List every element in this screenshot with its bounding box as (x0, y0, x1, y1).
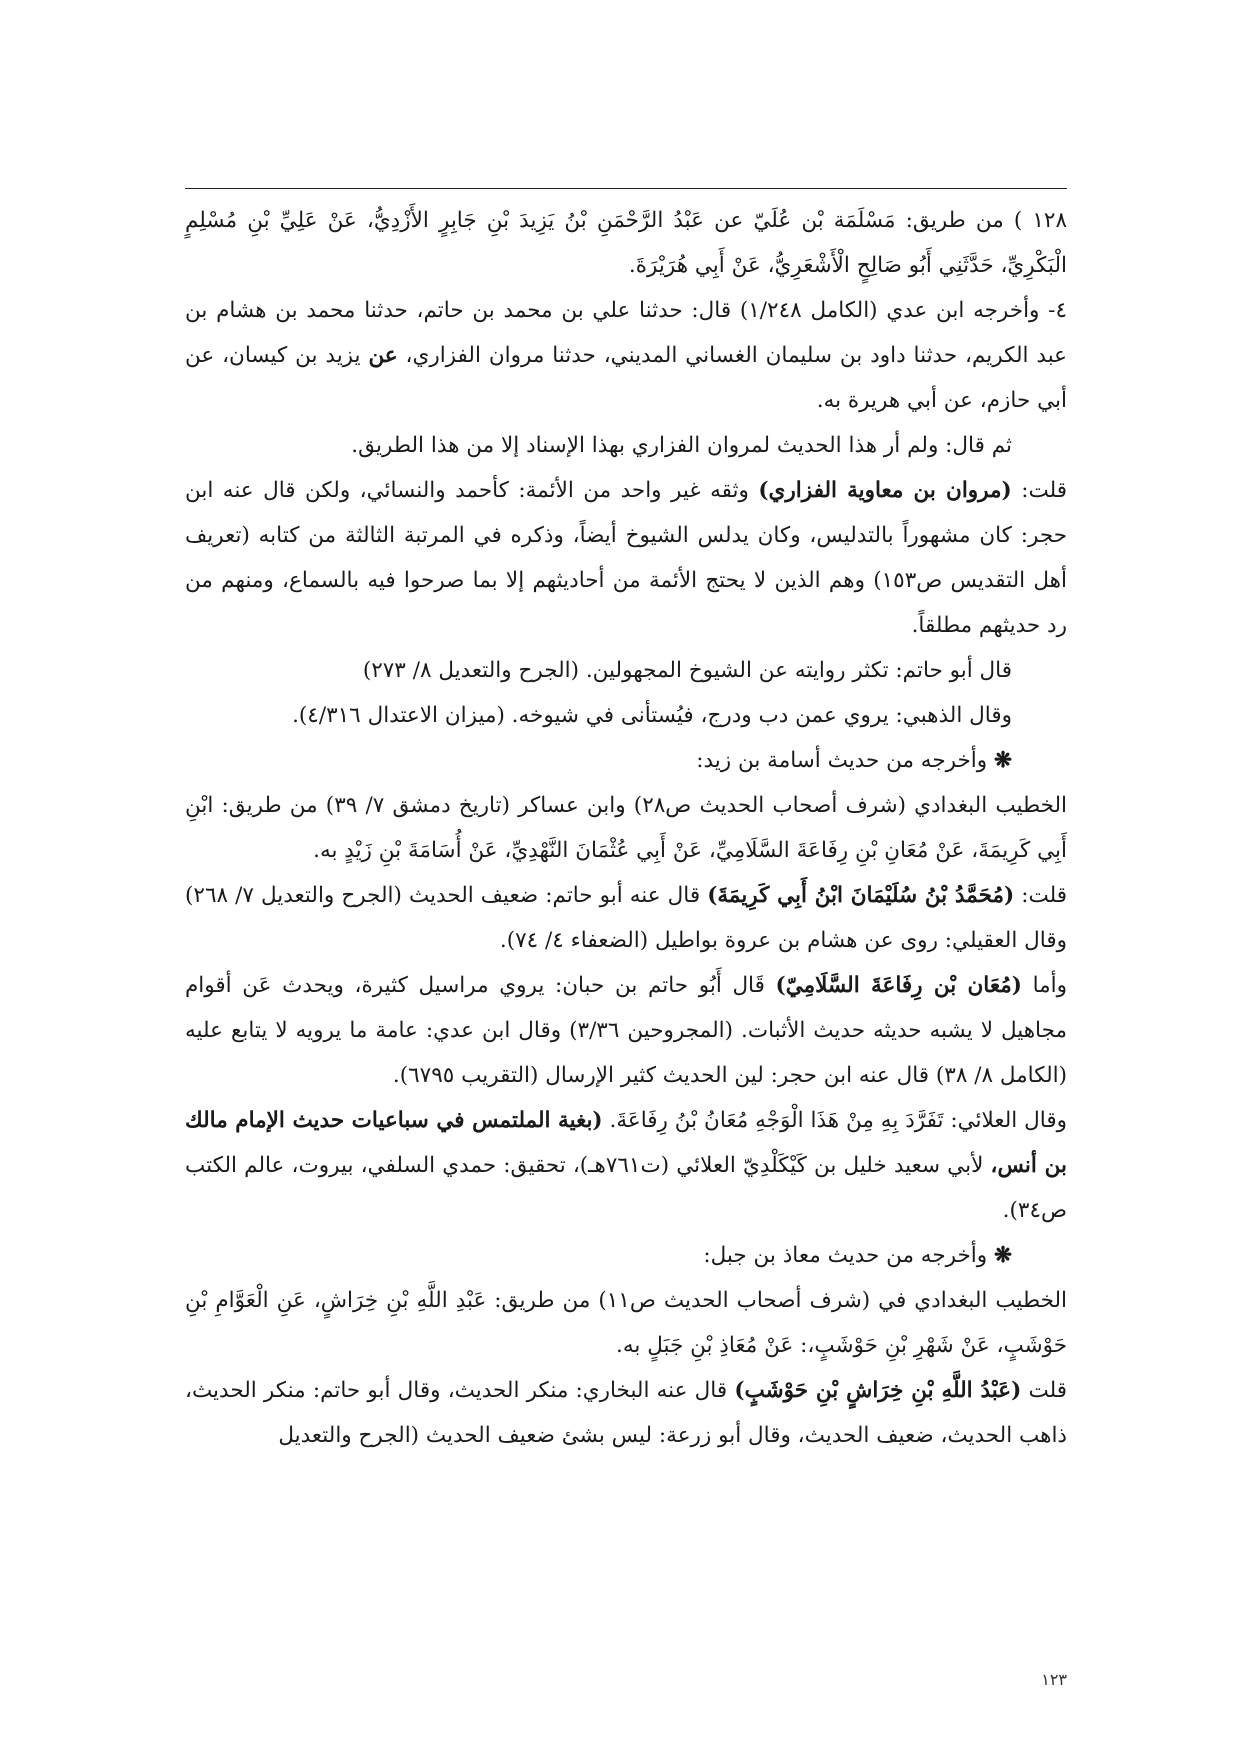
text-line: قلت (1028, 1378, 1067, 1403)
text-line: قال عنه أبو حاتم: ضعيف الحديث (الجرح والتعديل ٧/ ٢٦٨) وقال العقيلي: روى عن هشام بن عروة بواطيل (الضعفاء ٤/ ٧٤). (185, 883, 1067, 953)
star-icon: ❋ (993, 1243, 1012, 1268)
paragraph-muan (185, 963, 1067, 1098)
text-line: وأما (1032, 973, 1067, 998)
text-line: الخطيب البغدادي (شرف أصحاب الحديث ص٢٨) وابن عساكر (تاريخ دمشق ٧/ ٣٩) من طريق: ابْنِ أَبِي كَرِيمَةَ، عَنْ مُعَانِ بْنِ رِفَاعَةَ السَّلَامِيِّ، عَنْ أَبِي عُثْمَانَ النَّهْدِيِّ، عَنْ أُسَامَةَ بْنِ زَيْدٍ به. (185, 793, 1067, 863)
text-line: وأخرجه من حديث أسامة بن زيد: (696, 748, 988, 773)
footnote-body (185, 198, 1067, 1458)
narrator-name: (مروان بن معاوية الفزاري) (758, 478, 1012, 503)
paragraph-khatib-muadh (185, 1278, 1067, 1368)
paragraph-ibn-abi-karima (185, 873, 1067, 963)
footnote-separator (185, 188, 1067, 189)
text-line: قال أبو حاتم: تكثر روايته عن الشيوخ المجهولين. (الجرح والتعديل ٨/ ٢٧٣) (362, 658, 1012, 683)
bold-word: عن (368, 343, 398, 368)
text-line: قال عنه البخاري: منكر الحديث، وقال أبو حاتم: منكر الحديث، ذاهب الحديث، ضعيف الحديث، وقال أبو زرعة: ليس بشئ ضعيف الحديث (الجرح والتعديل (185, 1378, 1067, 1448)
paragraph-muadh-heading (185, 1233, 1067, 1278)
text-line: يزيد بن كيسان، عن أبي حازم، عن أبي هريرة به. (185, 343, 1067, 413)
text-line: ثم قال: ولم أر هذا الحديث لمروان الفزاري بهذا الإسناد إلا من هذا الطريق. (351, 433, 1012, 458)
narrator-name: (مُحَمَّدُ بْنُ سُلَيْمَانَ ابْنُ أَبِي كَرِيمَةَ) (707, 883, 1015, 908)
paragraph-marwan (185, 468, 1067, 648)
text-line: ٤- وأخرجه ابن عدي (الكامل ١/٢٤٨) قال: حدثنا علي بن محمد بن حاتم، حدثنا محمد بن هشام بن عبد الكريم، حدثنا داود بن سليمان الغساني المديني، حدثنا مروان الفزاري، (185, 298, 1068, 368)
text-line: وقال الذهبي: يروي عمن دب ودرج، فيُستأنى في شيوخه. (ميزان الاعتدال ٤/٣١٦). (292, 703, 1012, 728)
book-title: (بغية الملتمس في سباعيات حديث الإمام مالك بن أنس، (185, 1108, 1067, 1178)
text-line: وثقه غير واحد من الأئمة: كأحمد والنسائي، ولكن قال عنه ابن حجر: كان مشهوراً بالتدليس، وكان يدلس الشيوخ أيضاً، وذكره في المرتبة الثالثة من كتابه (تعريف أهل التقديس ص١٥٣) وهم الذين لا يحتج الأئمة من أحاديثهم إلا بما صرحوا فيه بالسماع، ومنهم من رد حديثهم مطلقاً. (185, 478, 1067, 638)
text-line: وقال العلائي: تَفَرَّدَ بِهِ مِنْ هَذَا الْوَجْهِ مُعَانُ بْنُ رِفَاعَةَ. (609, 1108, 1067, 1133)
text-line: قلت: (1021, 883, 1067, 908)
text-line: لأبي سعيد خليل بن كَيْكَلْدِيّ العلائي (ت٧٦١هـ)، تحقيق: حمدي السلفي، بيروت، عالم الكتب ص٣٤). (185, 1153, 1067, 1223)
paragraph-alai (185, 1098, 1067, 1233)
narrator-name: (عَبْدُ اللَّهِ بْنِ خِرَاشٍ بْنِ حَوْشَبٍ) (734, 1378, 1022, 1403)
paragraph-abu-hatim (185, 648, 1067, 693)
page-number: ١٢٣ (1041, 1670, 1067, 1689)
text-line: وأخرجه من حديث معاذ بن جبل: (703, 1243, 988, 1268)
paragraph-ibn-adi (185, 288, 1067, 423)
text-line: قَال أَبُو حاتم بن حبان: يروي مراسيل كثيرة، ويحدث عَن أقوام مجاهيل لا يشبه حديثه حديث الأثبات. (المجروحين ٣/٣٦) وقال ابن عدي: عامة ما يرويه لا يتابع عليه (الكامل ٨/ ٣٨) قال عنه ابن حجر: لين الحديث كثير الإرسال (التقريب ٦٧٩٥). (185, 973, 1067, 1088)
paragraph-usama-heading (185, 738, 1067, 783)
paragraph-chain (185, 198, 1067, 288)
text-line: ١٢٨ ) من طريق: مَسْلَمَة بْن عُلَيّ عن عَبْدُ الرَّحْمَنِ بْنُ يَزِيدَ بْنِ جَابِرٍ الأَزْدِيُّ، عَنْ عَلِيِّ بْنِ مُسْلِمٍ الْبَكْرِيِّ، حَدَّثَنِي أَبُو صَالِحٍ الْأَشْعَرِيُّ، عَنْ أَبِي هُرَيْرَةَ. (185, 208, 1067, 278)
paragraph-ibn-khirash (185, 1368, 1067, 1458)
paragraph-khatib-usama (185, 783, 1067, 873)
text-line: الخطيب البغدادي في (شرف أصحاب الحديث ص١١) من طريق: عَبْدِ اللَّهِ بْنِ خِرَاشٍ، عَنِ الْعَوَّامِ بْنِ حَوْشَبٍ، عَنْ شَهْرِ بْنِ حَوْشَبٍ،: عَنْ مُعَاذِ بْنِ جَبَلٍ به. (185, 1288, 1067, 1358)
star-icon: ❋ (993, 748, 1012, 773)
paragraph-then-said (185, 423, 1067, 468)
paragraph-dhahabi (185, 693, 1067, 738)
text-line: قلت: (1021, 478, 1067, 503)
narrator-name: (مُعَان بْن رِفَاعَةَ السَّلَامِيّ) (775, 973, 1022, 998)
